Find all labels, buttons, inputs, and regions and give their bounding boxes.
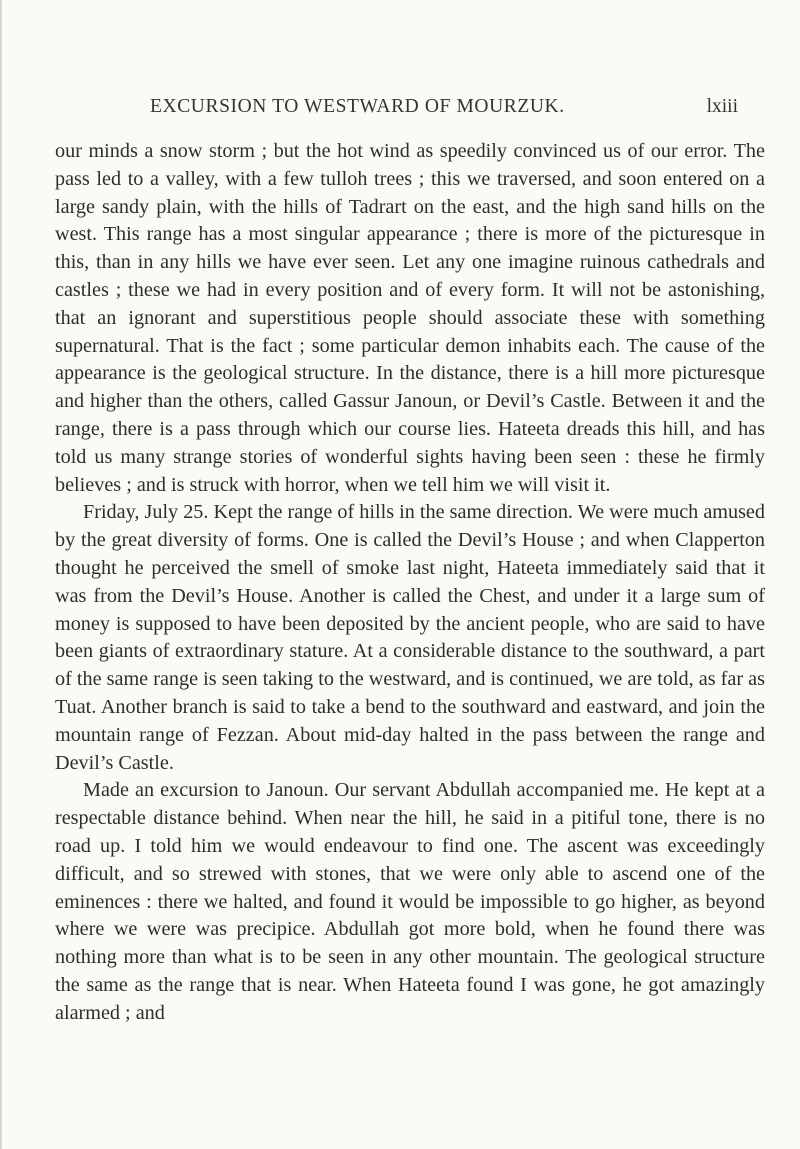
running-header bbox=[0, 96, 800, 126]
running-title: EXCURSION TO WESTWARD OF MOURZUK. bbox=[150, 96, 565, 117]
paragraph-july-25: Friday, July 25. Kept the range of hills in the same direction. We were much amused by the great diversity of forms. One is called the Devil’s House ; and when Clapperton thought he perceived the smell of smoke last night, Hateeta immediately said that it was from the Devil’s House. Another is called the Chest, and under it a large sum of money is supposed to have been deposited by the ancient people, who are said to have been giants of extraordinary stature. At a considerable distance to the southward, a part of the same range is seen taking to the westward, and is continued, we are told, as far as Tuat. Another branch is said to take a bend to the southward and eastward, and join the mountain range of Fezzan. About mid-day halted in the pass between the range and Devil’s Castle. bbox=[55, 501, 765, 774]
paragraph-excursion-janoun: Made an excursion to Janoun. Our servant Abdullah accompanied me. He kept at a respectable distance behind. When near the hill, he said in a pitiful tone, there is no road up. I told him we would endeavour to find one. The ascent was exceedingly difficult, and so strewed with stones, that we were only able to ascend one of the eminences : there we halted, and found it would be impossible to go higher, as beyond where we were was precipice. Abdullah got more bold, when he found there was nothing more than what is to be seen in any other mountain. The geological structure the same as the range that is near. When Hateeta found I was gone, he got amazingly alarmed ; and bbox=[55, 779, 765, 1024]
page-number: lxiii bbox=[706, 96, 738, 117]
paragraph-continued: our minds a snow storm ; but the hot wind as speedily convinced us of our error. The pass led to a valley, with a few tulloh trees ; this we traversed, and soon entered on a large sandy plain, with the hills of Tadrart on the east, and the high sand hills on the west. This range has a most singular appearance ; there is more of the picturesque in this, than in any hills we have ever seen. Let any one imagine ruinous cathedrals and castles ; these we had in every position and of every form. It will not be astonishing, that an ignorant and superstitious people should associate these with something supernatural. That is the fact ; some particular demon inhabits each. The cause of the appearance is the geological structure. In the distance, there is a hill more picturesque and higher than the others, called Gassur Janoun, or Devil’s Castle. Between it and the range, there is a pass through which our course lies. Hateeta dreads this hill, and has told us many strange stories of wonderful sights having been seen : these he firmly believes ; and is struck with horror, when we tell him we will visit it. bbox=[55, 140, 765, 496]
body-text bbox=[55, 138, 765, 1028]
page-edge bbox=[0, 0, 2, 1149]
